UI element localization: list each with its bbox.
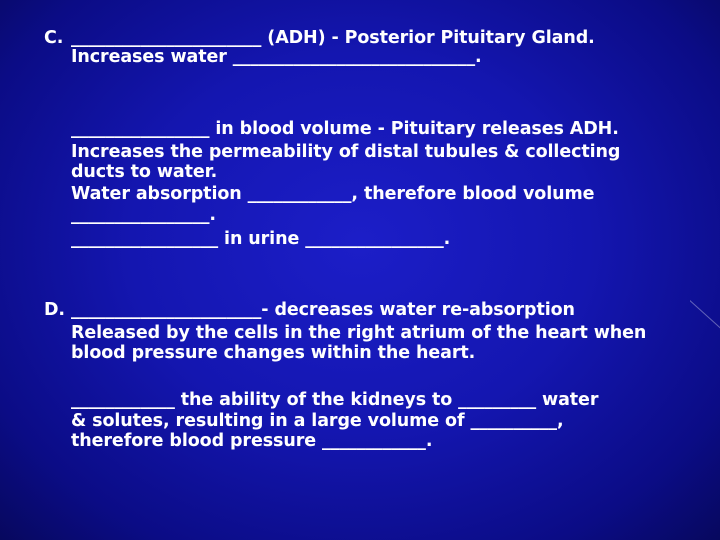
section-d-line-5: & solutes, resulting in a large volume of __________, <box>71 411 564 431</box>
section-c-line-3: ________________ in blood volume - Pituitary releases ADH. <box>71 119 619 139</box>
section-c-line-4: Increases the permeability of distal tubules & collecting <box>71 142 621 162</box>
section-c-line-8: _________________ in urine ________________. <box>71 229 451 249</box>
section-d-line-6: therefore blood pressure ____________. <box>71 431 433 451</box>
section-d-line-3: blood pressure changes within the heart. <box>71 343 476 363</box>
section-c-line-6: Water absorption ____________, therefore blood volume <box>71 184 595 204</box>
section-d-line-4: ____________ the ability of the kidneys to _________ water <box>71 390 599 410</box>
decorative-stroke <box>690 300 720 360</box>
section-d-marker: D. <box>44 300 65 320</box>
decorative-line <box>690 300 720 331</box>
section-c-line-2: Increases water ____________________________. <box>71 47 482 67</box>
section-c-marker: C. <box>44 28 64 48</box>
section-d-line-2: Released by the cells in the right atrium of the heart when <box>71 323 647 343</box>
section-c-line-5: ducts to water. <box>71 162 218 182</box>
section-c-line-1: ______________________ (ADH) - Posterior Pituitary Gland. <box>71 28 595 48</box>
section-c-line-7: ________________. <box>71 205 216 225</box>
section-d-line-1: ______________________- decreases water re-absorption <box>71 300 575 320</box>
